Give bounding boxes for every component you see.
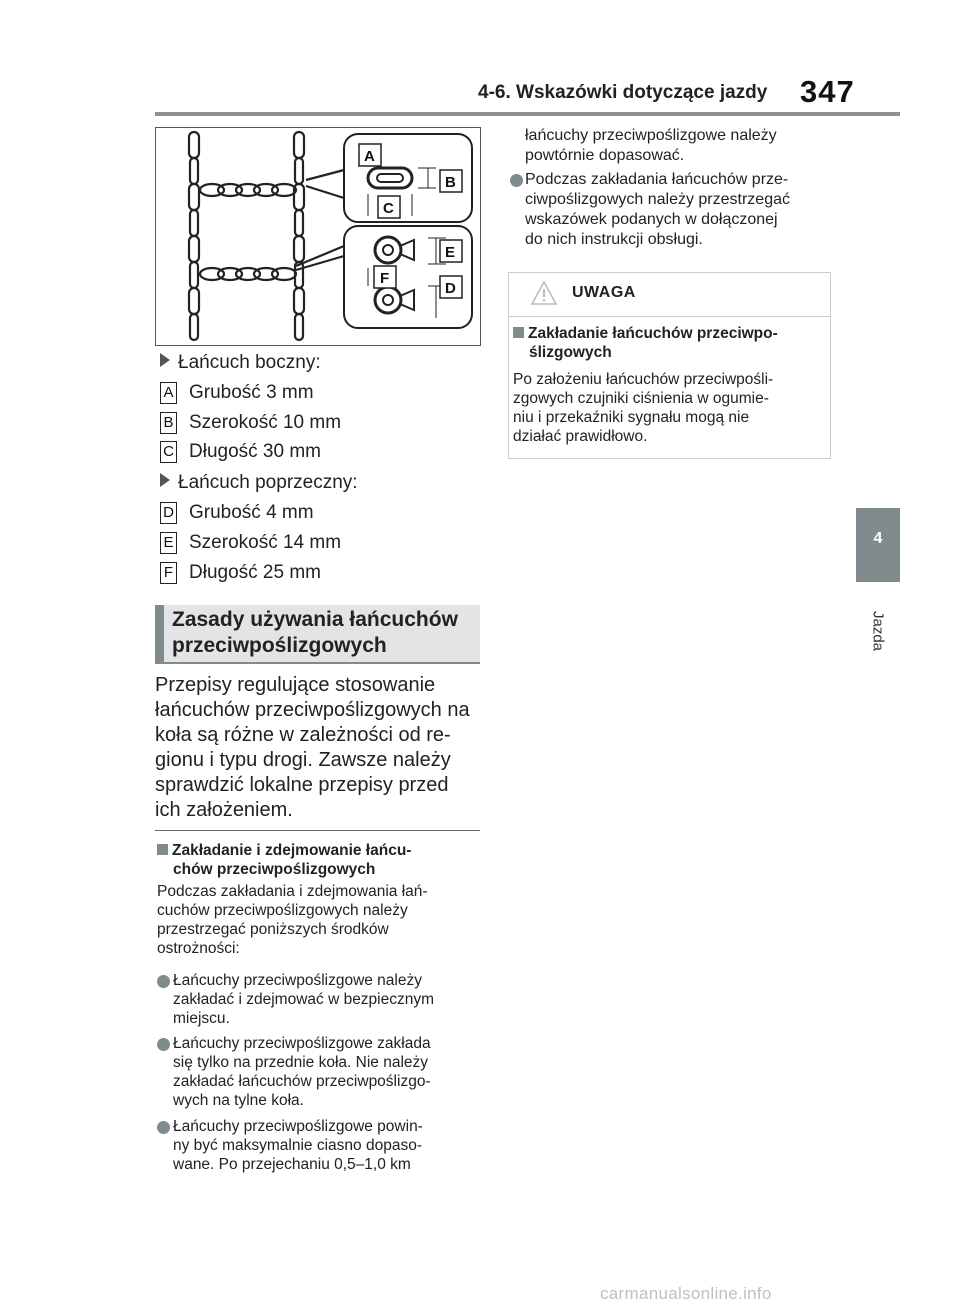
list-item: Łańcuchy przeciwpoślizgowe powin- ny być maksymalnie ciasno dopaso- wane. Po przejechaniu 0,5–1,0 km bbox=[173, 1118, 423, 1173]
spec-length-side: Długość 30 mm bbox=[189, 441, 321, 462]
arrow-right-icon bbox=[160, 353, 170, 367]
arrow-right-icon bbox=[160, 473, 170, 487]
spec-thickness-side: Grubość 3 mm bbox=[189, 382, 314, 403]
figure-label-a: A bbox=[364, 148, 375, 165]
chain-dimensions-figure bbox=[155, 127, 481, 346]
label-b: B bbox=[160, 412, 177, 434]
side-chain-heading: Łańcuch boczny: bbox=[160, 352, 321, 374]
spec-width-side: Szerokość 10 mm bbox=[189, 412, 342, 433]
cross-chain-heading: Łańcuch poprzeczny: bbox=[160, 472, 358, 494]
square-bullet-icon bbox=[157, 844, 168, 855]
bullet-icon bbox=[157, 1121, 170, 1134]
warning-body: Po założeniu łańcuchów przeciwpośli- zgowych czujniki ciśnienia w ogumie- niu i przekaźniki sygnału mogą nie działać prawidłowo. bbox=[513, 371, 774, 445]
figure-label-e: E bbox=[445, 244, 456, 261]
section-body: Przepisy regulujące stosowanie łańcuchów przeciwpoślizgowych na koła są różne w zależności od re- gionu i typu drogi. Zawsze należy sprawdzić lokalne przepisy przed ich założeniem. bbox=[155, 674, 470, 821]
label-a: A bbox=[160, 382, 177, 404]
section-heading: Zasady używania łańcuchów przeciwpoślizgowych bbox=[172, 608, 458, 657]
figure-label-b: B bbox=[445, 174, 456, 191]
list-item: Podczas zakładania łańcuchów prze- ciwpoślizgowych należy przestrzegać wskazówek podanych w dołączonej do nich instrukcji obsługi. bbox=[525, 171, 790, 248]
chapter-number: 4 bbox=[873, 530, 883, 547]
figure-label-c: C bbox=[383, 200, 394, 217]
label-e: E bbox=[160, 532, 177, 554]
continuation-text: łańcuchy przeciwpoślizgowe należy powtórnie dopasować. bbox=[525, 127, 777, 164]
list-item: Łańcuchy przeciwpoślizgowe należy zakładać i zdejmować w bezpiecznym miejscu. bbox=[173, 972, 435, 1027]
square-bullet-icon bbox=[513, 327, 524, 338]
spec-thickness-cross: Grubość 4 mm bbox=[189, 502, 314, 523]
warning-title: UWAGA bbox=[572, 284, 636, 301]
header-divider bbox=[155, 112, 900, 116]
warning-icon bbox=[530, 280, 558, 311]
section-header: 4-6. Wskazówki dotyczące jazdy bbox=[478, 82, 768, 103]
list-item: Łańcuchy przeciwpoślizgowe zakłada się tylko na przednie koła. Nie należy zakładać łańcuchów przeciwpoślizgo- wych na tylne koła. bbox=[173, 1035, 431, 1109]
watermark: carmanualsonline.info bbox=[600, 1284, 772, 1303]
label-c: C bbox=[160, 441, 177, 463]
spec-length-cross: Długość 25 mm bbox=[189, 562, 321, 583]
subsection-intro: Podczas zakładania i zdejmowania łań- cuchów przeciwpoślizgowych należy przestrzegać poniższych środków ostrożności: bbox=[157, 883, 428, 957]
figure-label-f: F bbox=[380, 270, 390, 287]
warning-subtitle: Zakładanie łańcuchów przeciwpo- ślizgowych bbox=[513, 324, 778, 362]
chapter-label: Jazda bbox=[869, 610, 887, 652]
bullet-icon bbox=[157, 1038, 170, 1051]
warning-divider bbox=[508, 316, 831, 317]
subsection-divider bbox=[155, 830, 480, 831]
subsection-heading: Zakładanie i zdejmowanie łańcu- chów przeciwpoślizgowych bbox=[157, 841, 411, 879]
page-number: 347 bbox=[800, 74, 855, 109]
bullet-icon bbox=[510, 174, 523, 187]
label-f: F bbox=[160, 562, 177, 584]
figure-label-d: D bbox=[445, 280, 456, 297]
label-d: D bbox=[160, 502, 177, 524]
bullet-icon bbox=[157, 975, 170, 988]
section-heading-rule bbox=[155, 662, 480, 664]
spec-width-cross: Szerokość 14 mm bbox=[189, 532, 342, 553]
